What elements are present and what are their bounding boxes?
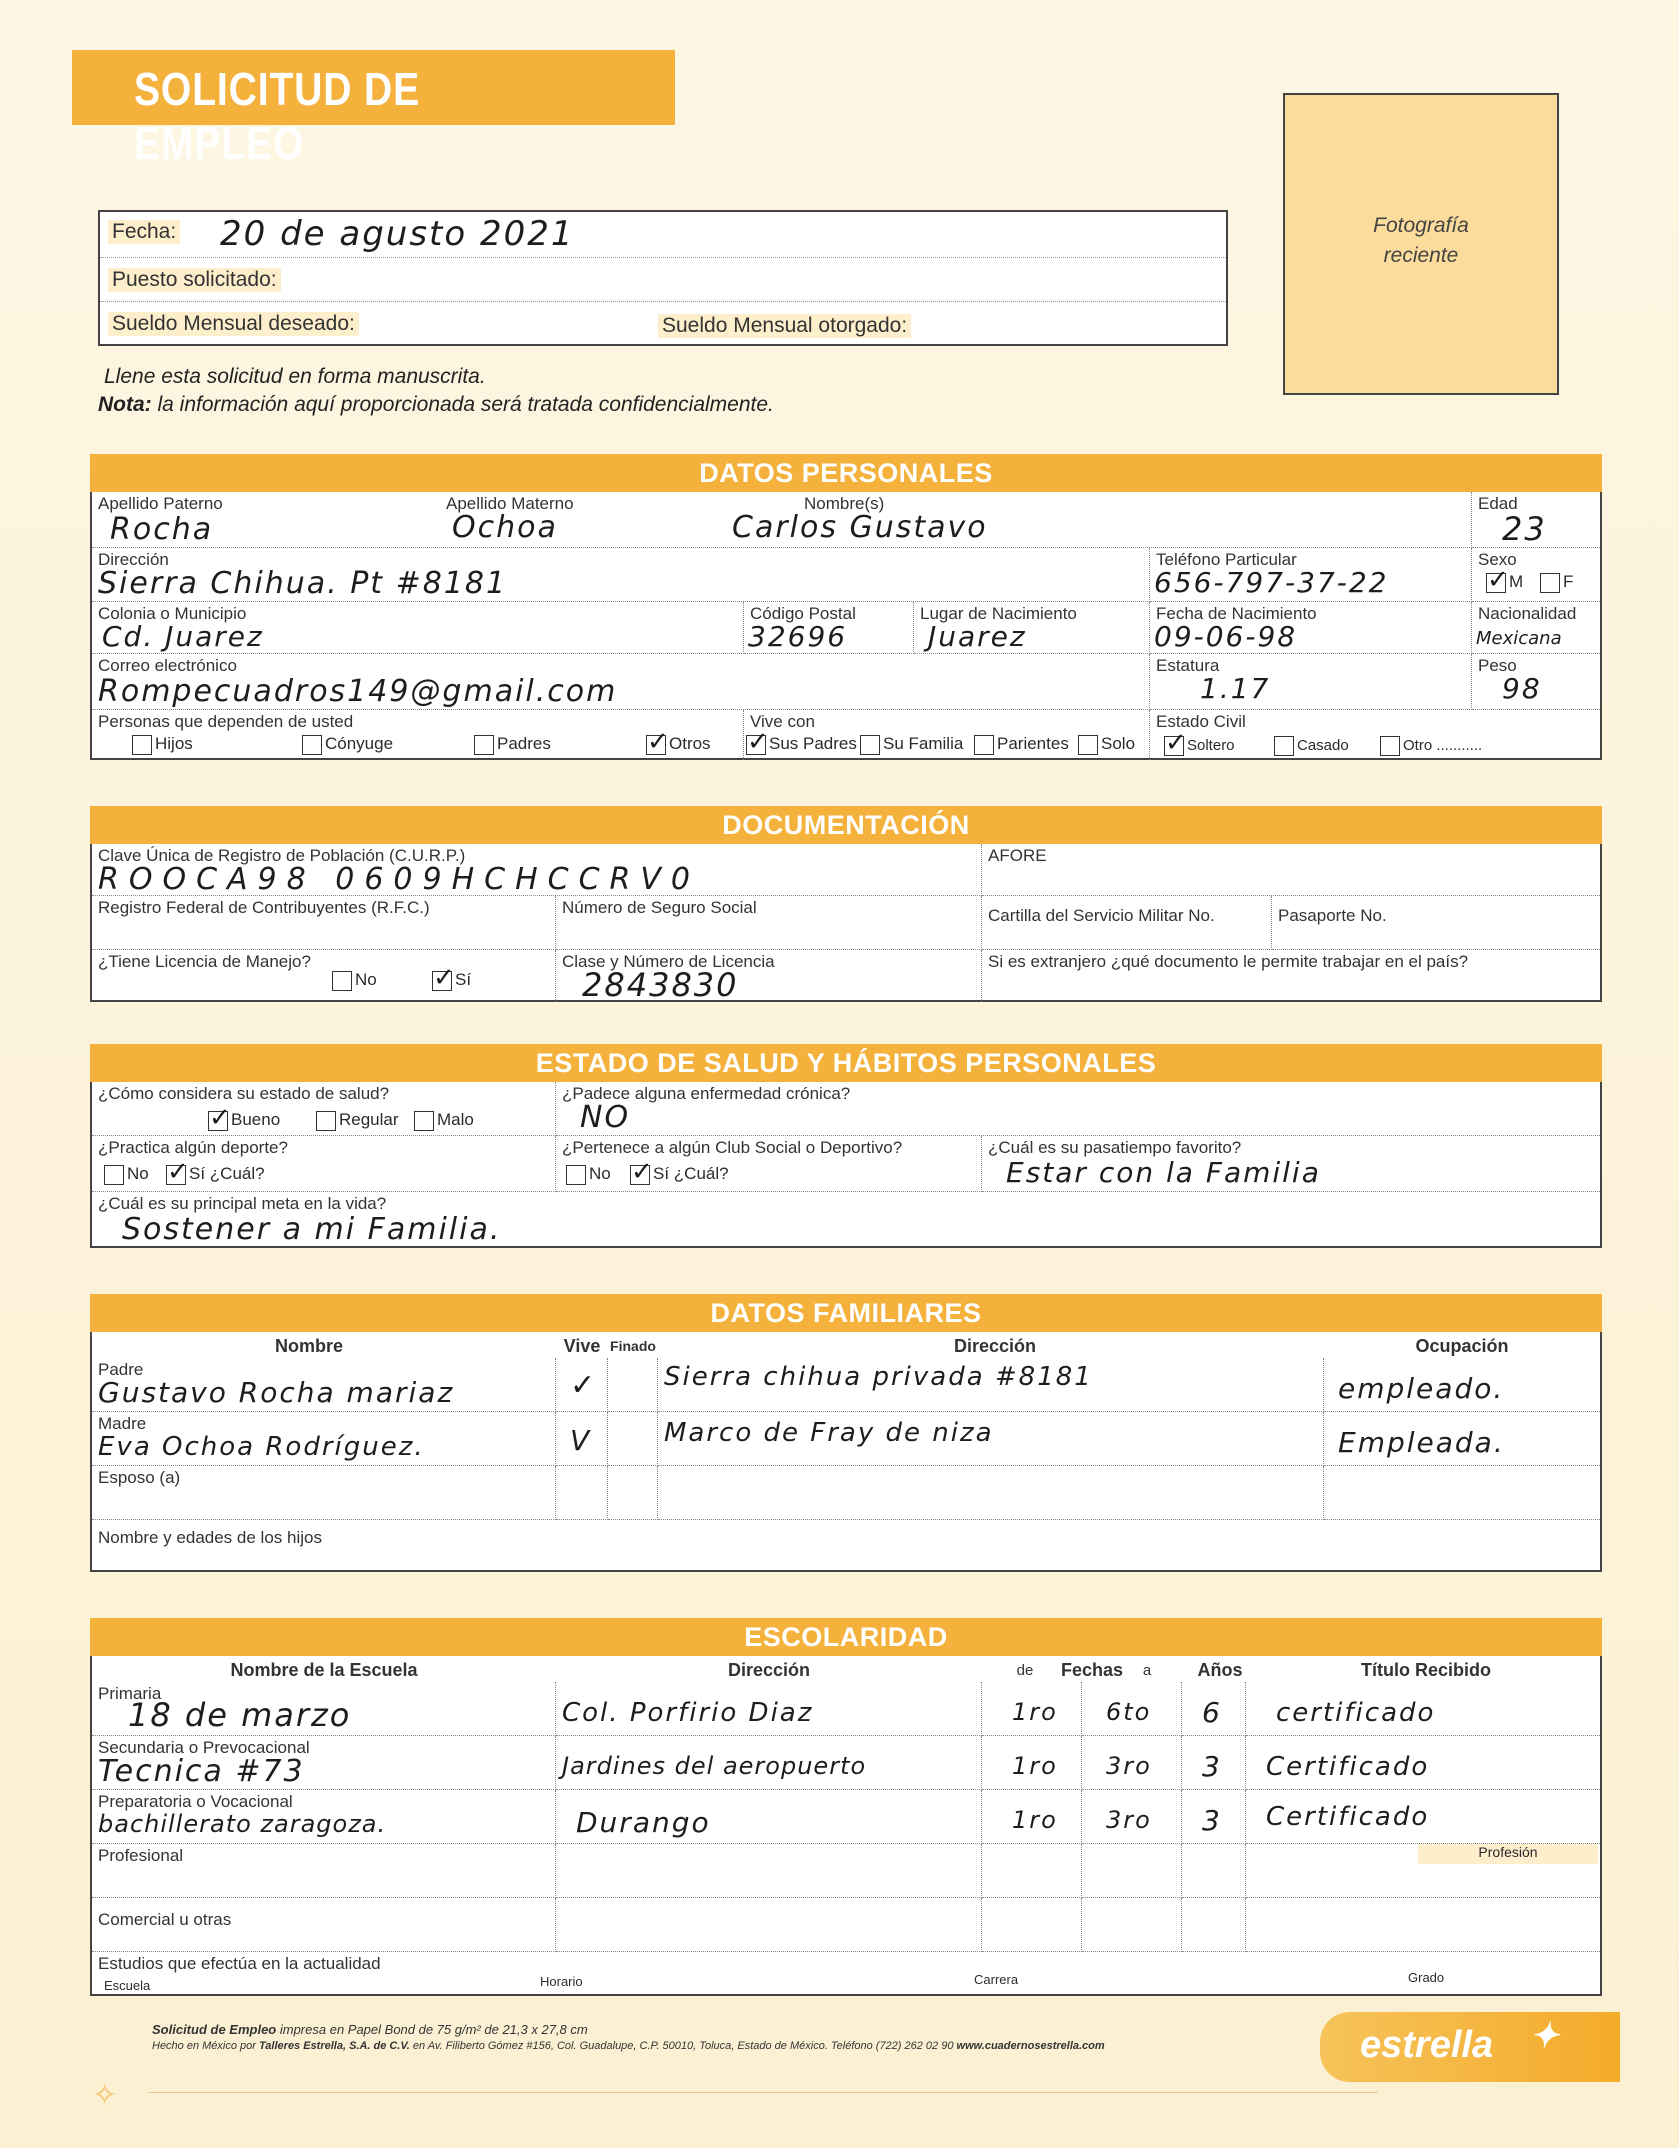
- photo-label-2: reciente: [1383, 244, 1459, 267]
- civil-otro-text: Otro ...........: [1403, 736, 1483, 754]
- pasatiempo-label: ¿Cuál es su pasatiempo favorito?: [988, 1138, 1242, 1157]
- club-cell: [556, 1136, 982, 1192]
- afore-label: AFORE: [988, 846, 1047, 865]
- esc-col-anios: Años: [1197, 1660, 1243, 1680]
- esc-anios-secundaria[interactable]: 3: [1202, 1750, 1222, 1783]
- edad-value[interactable]: 23: [1502, 510, 1547, 548]
- fam-dir-madre-cell: [658, 1412, 1324, 1466]
- esc-comercial-dir-cell[interactable]: [556, 1898, 982, 1952]
- pasatiempo-value[interactable]: Estar con la Familia: [1006, 1156, 1321, 1189]
- fam-col-nombre: Nombre: [274, 1336, 343, 1356]
- nombres-label: Nombre(s): [804, 494, 885, 513]
- section-datos-personales: [90, 458, 1602, 760]
- dependientes-cell: [92, 710, 744, 760]
- correo-cell: [92, 654, 1150, 710]
- deporte-no-option[interactable]: [104, 1164, 149, 1185]
- cronica-label: ¿Padece alguna enfermedad crónica?: [562, 1084, 851, 1103]
- civil-casado-option[interactable]: [1274, 736, 1349, 756]
- esc-secundaria-dir-cell: [556, 1736, 982, 1790]
- esc-de-secundaria[interactable]: 1ro: [1012, 1752, 1058, 1780]
- esc-col-titulo: Título Recibido: [1361, 1660, 1491, 1680]
- esc-titulo-preparatoria[interactable]: Certificado: [1266, 1802, 1430, 1832]
- documentacion-heading: DOCUMENTACIÓN: [90, 806, 1602, 844]
- esc-profesional-escuela-cell[interactable]: [92, 1844, 556, 1898]
- fam-ocup-padre-cell: [1324, 1358, 1600, 1412]
- vive-padres-text: Sus Padres: [769, 734, 857, 753]
- colonia-cell: [92, 602, 744, 654]
- datos-personales-heading: DATOS PERSONALES: [90, 454, 1602, 492]
- licencia-si-text: Sí: [455, 970, 472, 989]
- nota-bold: Nota:: [98, 393, 152, 416]
- vive-familia-option[interactable]: [860, 734, 963, 755]
- escuela-label: Escuela: [104, 1978, 151, 1993]
- club-si-option[interactable]: [630, 1164, 729, 1185]
- civil-casado-text: Casado: [1297, 736, 1349, 754]
- profesion-label: Profesión: [1418, 1844, 1598, 1864]
- sexo-f-checkbox[interactable]: [1540, 573, 1560, 593]
- nombres-value[interactable]: Carlos Gustavo: [732, 510, 988, 545]
- vive-con-cell: [744, 710, 1150, 760]
- dep-padres-option[interactable]: [474, 734, 551, 755]
- vive-con-label: Vive con: [750, 712, 815, 731]
- sexo-cell: [1472, 548, 1600, 602]
- esc-primaria-escuela-cell: [92, 1682, 556, 1736]
- vive-padres-option[interactable]: [746, 734, 857, 755]
- cartilla-label: Cartilla del Servicio Militar No.: [988, 906, 1215, 925]
- esc-comercial-a-cell[interactable]: [1082, 1898, 1182, 1952]
- form-title: SOLICITUD DE EMPLEO: [134, 63, 421, 169]
- club-label: ¿Pertenece a algún Club Social o Deportivo?: [562, 1138, 903, 1157]
- deporte-no-text: No: [127, 1164, 149, 1183]
- apellido-materno-value[interactable]: Ochoa: [452, 510, 558, 545]
- meta-cell: [92, 1192, 1600, 1248]
- fam-ocup-madre[interactable]: Empleada.: [1338, 1426, 1505, 1459]
- salud-malo-text: Malo: [437, 1110, 474, 1129]
- star-icon: ✦: [1530, 2017, 1559, 2055]
- estatura-label: Estatura: [1156, 656, 1220, 675]
- licencia-label: ¿Tiene Licencia de Manejo?: [98, 952, 311, 971]
- puesto-row: [100, 258, 1226, 302]
- fam-dir-padre-cell: [658, 1358, 1324, 1412]
- section-escolaridad: [90, 1622, 1602, 1996]
- dep-hijos-text: Hijos: [155, 734, 193, 753]
- pasatiempo-cell: [982, 1136, 1600, 1192]
- esc-profesional-de-cell[interactable]: [982, 1844, 1082, 1898]
- esc-nivel-secundaria: Secundaria o Prevocacional: [98, 1738, 310, 1757]
- esc-de-primaria[interactable]: 1ro: [1012, 1698, 1058, 1726]
- esc-comercial-de-cell[interactable]: [982, 1898, 1082, 1952]
- esc-secundaria-anios-cell: [1182, 1736, 1246, 1790]
- estado-salud-cell: [92, 1082, 556, 1136]
- telefono-cell: [1150, 548, 1472, 602]
- civil-soltero-text: Soltero: [1187, 736, 1235, 754]
- esc-comercial-anios-cell[interactable]: [1182, 1898, 1246, 1952]
- civil-casado-checkbox[interactable]: [1274, 736, 1294, 756]
- club-si-text: Sí ¿Cuál?: [653, 1164, 729, 1183]
- photo-box[interactable]: [1283, 93, 1559, 395]
- fecha-nac-cell: [1150, 602, 1472, 654]
- familiares-heading: DATOS FAMILIARES: [90, 1294, 1602, 1332]
- sexo-m-option[interactable]: [1486, 572, 1523, 593]
- peso-cell: [1472, 654, 1600, 710]
- nombre-row: [92, 492, 1472, 548]
- afore-cell: [982, 844, 1600, 896]
- esc-primaria-anios-cell: [1182, 1682, 1246, 1736]
- deporte-si-checkbox[interactable]: [166, 1165, 186, 1185]
- direccion-value[interactable]: Sierra Chihua. Pt #8181: [98, 566, 508, 601]
- fam-vive-madre-cell: [556, 1412, 608, 1466]
- peso-value[interactable]: 98: [1502, 672, 1542, 705]
- dep-conyuge-option[interactable]: [302, 734, 393, 755]
- esc-secundaria-a-cell: [1082, 1736, 1182, 1790]
- esc-primaria-a-cell: [1082, 1682, 1182, 1736]
- carrera-label: Carrera: [974, 1972, 1019, 1987]
- clase-value[interactable]: 2843830: [582, 966, 739, 1004]
- salud-bueno-text: Bueno: [231, 1110, 281, 1129]
- fam-finado-padre-cell[interactable]: [608, 1358, 658, 1412]
- esc-col-escuela: Nombre de la Escuela: [230, 1660, 418, 1680]
- dep-hijos-checkbox[interactable]: [132, 735, 152, 755]
- cp-label: Código Postal: [750, 604, 856, 623]
- pasaporte-label: Pasaporte No.: [1278, 906, 1387, 925]
- vive-parientes-text: Parientes: [997, 734, 1069, 753]
- section-documentacion: [90, 810, 1602, 1004]
- esc-profesional-a-cell[interactable]: [1082, 1844, 1182, 1898]
- sexo-label: Sexo: [1478, 550, 1517, 569]
- footer-line-1: [152, 2022, 588, 2037]
- fam-ocup-madre-cell: [1324, 1412, 1600, 1466]
- curp-cell: [92, 844, 982, 896]
- vive-parientes-option[interactable]: [974, 734, 1069, 755]
- correo-label: Correo electrónico: [98, 656, 237, 675]
- footer-spec: impresa en Papel Bond de 75 g/m² de 21,3 x 27,8 cm: [276, 2022, 588, 2037]
- sexo-m-text: M: [1509, 572, 1524, 591]
- dep-otros-checkbox[interactable]: [646, 735, 666, 755]
- dep-padres-text: Padres: [497, 734, 551, 753]
- salud-malo-checkbox[interactable]: [414, 1111, 434, 1131]
- nota-line: [98, 393, 774, 417]
- dep-hijos-option[interactable]: [132, 734, 193, 755]
- footer-product: Solicitud de Empleo: [152, 2022, 277, 2037]
- photo-label-1: Fotografía: [1373, 214, 1469, 237]
- licencia-no-option[interactable]: [332, 970, 377, 991]
- fam-finado-madre-cell[interactable]: [608, 1412, 658, 1466]
- esc-nivel-profesional: Profesional: [98, 1846, 184, 1865]
- club-no-text: No: [589, 1164, 611, 1183]
- vive-familia-checkbox[interactable]: [860, 735, 880, 755]
- salud-bueno-option[interactable]: [208, 1110, 280, 1131]
- civil-soltero-checkbox[interactable]: [1164, 736, 1184, 756]
- fecha-nac-value[interactable]: 09-06-98: [1154, 620, 1298, 653]
- esc-preparatoria-anios-cell: [1182, 1790, 1246, 1844]
- sueldo-deseado-label: Sueldo Mensual deseado:: [108, 312, 359, 336]
- fam-rel-esposo: Esposo (a): [98, 1468, 181, 1487]
- salud-bueno-checkbox[interactable]: [208, 1111, 228, 1131]
- edad-label: Edad: [1478, 494, 1518, 513]
- footer-url[interactable]: www.cuadernosestrella.com: [956, 2040, 1105, 2052]
- fecha-nac-label: Fecha de Nacimiento: [1156, 604, 1317, 623]
- horario-label: Horario: [540, 1974, 583, 1989]
- esc-preparatoria-de-cell: [982, 1790, 1082, 1844]
- section-familiares: [90, 1298, 1602, 1572]
- sexo-f-text: F: [1563, 572, 1574, 591]
- nota-text: la información aquí proporcionada será tratada confidencialmente.: [151, 393, 774, 416]
- licencia-cell: [92, 950, 556, 1002]
- salud-regular-text: Regular: [339, 1110, 399, 1129]
- rfc-label: Registro Federal de Contribuyentes (R.F.C.): [98, 898, 430, 917]
- puesto-label: Puesto solicitado:: [108, 268, 281, 292]
- fam-finado-esposo-cell[interactable]: [608, 1466, 658, 1520]
- star-ornament-icon: ✧: [92, 2079, 118, 2112]
- fam-rel-padre: Padre: [98, 1360, 144, 1379]
- header-box: [98, 210, 1228, 346]
- vive-parientes-checkbox[interactable]: [974, 735, 994, 755]
- esc-preparatoria-dir-cell: [556, 1790, 982, 1844]
- licencia-no-checkbox[interactable]: [332, 971, 352, 991]
- esc-secundaria-de-cell: [982, 1736, 1082, 1790]
- lugar-nac-cell: [914, 602, 1150, 654]
- vive-solo-checkbox[interactable]: [1078, 735, 1098, 755]
- esc-profesional-dir-cell[interactable]: [556, 1844, 982, 1898]
- fam-dir-madre[interactable]: Marco de Fray de niza: [664, 1418, 994, 1448]
- civil-otro-checkbox[interactable]: [1380, 736, 1400, 756]
- esc-col-direccion: Dirección: [727, 1660, 811, 1680]
- club-no-option[interactable]: [566, 1164, 611, 1185]
- esc-col-fechas: Fechas: [1060, 1660, 1124, 1680]
- dependientes-label: Personas que dependen de usted: [98, 712, 354, 731]
- pasaporte-cell: [1272, 896, 1600, 950]
- esc-a-secundaria[interactable]: 3ro: [1106, 1752, 1152, 1780]
- dep-otros-option[interactable]: [646, 734, 711, 755]
- title-banner: [72, 50, 675, 169]
- fam-vive-padre[interactable]: ✓: [570, 1368, 598, 1403]
- fam-vive-madre[interactable]: V: [570, 1424, 592, 1457]
- licencia-si-checkbox[interactable]: [432, 971, 452, 991]
- fam-dir-esposo-cell[interactable]: [658, 1466, 1324, 1520]
- esc-de-preparatoria[interactable]: 1ro: [1012, 1806, 1058, 1834]
- fam-row-padre-nombre: [92, 1358, 556, 1412]
- fam-row-esposo-nombre: [92, 1466, 556, 1520]
- esc-nivel-primaria: Primaria: [98, 1684, 162, 1703]
- estado-salud-label: ¿Cómo considera su estado de salud?: [98, 1084, 390, 1103]
- esc-a-preparatoria[interactable]: 3ro: [1106, 1806, 1152, 1834]
- vive-familia-text: Su Familia: [883, 734, 964, 753]
- fam-col-ocupacion: Ocupación: [1415, 1336, 1509, 1356]
- deporte-cell: [92, 1136, 556, 1192]
- apellido-paterno-label: Apellido Paterno: [98, 494, 223, 513]
- extranjero-cell: [982, 950, 1600, 1002]
- dep-otros-text: Otros: [669, 734, 711, 753]
- fam-dir-padre[interactable]: Sierra chihua privada #8181: [664, 1362, 1093, 1392]
- meta-value[interactable]: Sostener a mi Familia.: [122, 1212, 502, 1247]
- esc-titulo-secundaria[interactable]: Certificado: [1266, 1752, 1430, 1782]
- deporte-no-checkbox[interactable]: [104, 1165, 124, 1185]
- dep-conyuge-text: Cónyuge: [325, 734, 394, 753]
- fam-nombre-madre[interactable]: Eva Ochoa Rodríguez.: [98, 1432, 425, 1462]
- esc-preparatoria-titulo-cell: [1246, 1790, 1600, 1844]
- esc-secundaria-escuela-cell: [92, 1736, 556, 1790]
- sueldo-row: [100, 302, 1226, 346]
- direccion-cell: [92, 548, 1150, 602]
- estudios-actuales-label: Estudios que efectúa en la actualidad: [98, 1954, 381, 1973]
- clase-cell: [556, 950, 982, 1002]
- esc-nivel-preparatoria: Preparatoria o Vocacional: [98, 1792, 293, 1811]
- section-salud: [90, 1048, 1602, 1248]
- cronica-value[interactable]: NO: [580, 1100, 631, 1135]
- brand-text: estrella: [1360, 2024, 1494, 2066]
- esc-col-a: a: [1142, 1662, 1152, 1679]
- cartilla-cell: [982, 896, 1272, 950]
- deporte-label: ¿Practica algún deporte?: [98, 1138, 288, 1157]
- esc-a-primaria[interactable]: 6to: [1106, 1698, 1152, 1726]
- hijos-cell[interactable]: [92, 1520, 1600, 1572]
- estrella-logo: [1320, 2012, 1620, 2082]
- esc-profesional-titulo-cell[interactable]: [1246, 1844, 1600, 1898]
- salud-heading: ESTADO DE SALUD Y HÁBITOS PERSONALES: [90, 1044, 1602, 1082]
- vive-solo-text: Solo: [1101, 734, 1136, 753]
- footer-divider: [148, 2092, 1378, 2093]
- vive-solo-option[interactable]: [1078, 734, 1135, 755]
- telefono-label: Teléfono Particular: [1156, 550, 1297, 569]
- civil-soltero-option[interactable]: [1164, 736, 1235, 756]
- fam-row-madre-nombre: [92, 1412, 556, 1466]
- salud-regular-option[interactable]: [316, 1110, 399, 1131]
- club-si-checkbox[interactable]: [630, 1165, 650, 1185]
- telefono-value[interactable]: 656-797-37-22: [1154, 566, 1389, 599]
- sexo-f-option[interactable]: [1540, 572, 1573, 593]
- deporte-si-option[interactable]: [166, 1164, 265, 1185]
- nacionalidad-label: Nacionalidad: [1478, 604, 1577, 623]
- esc-anios-preparatoria[interactable]: 3: [1202, 1804, 1222, 1837]
- esc-dir-primaria[interactable]: Col. Porfirio Diaz: [562, 1698, 814, 1728]
- fam-nombre-padre[interactable]: Gustavo Rocha mariaz: [98, 1376, 455, 1409]
- esc-escuela-primaria[interactable]: 18 de marzo: [128, 1696, 352, 1734]
- esc-primaria-de-cell: [982, 1682, 1082, 1736]
- curp-label: Clave Única de Registro de Población (C.U.R.P.): [98, 846, 466, 865]
- licencia-si-option[interactable]: [432, 970, 471, 991]
- footer-address: en Av. Filiberto Gómez #156, Col. Guadalupe, C.P. 50010, Toluca, Estado de México. Teléfono (722) 262 02 90: [409, 2040, 957, 2052]
- correo-value[interactable]: Rompecuadros149@gmail.com: [98, 674, 618, 709]
- meta-label: ¿Cuál es su principal meta en la vida?: [98, 1194, 387, 1213]
- fam-rel-madre: Madre: [98, 1414, 147, 1433]
- salud-regular-checkbox[interactable]: [316, 1111, 336, 1131]
- nacionalidad-cell: [1472, 602, 1600, 654]
- esc-primaria-titulo-cell: [1246, 1682, 1600, 1736]
- rfc-cell: [92, 896, 556, 950]
- nacionalidad-value[interactable]: Mexicana: [1476, 628, 1562, 649]
- lugar-nac-label: Lugar de Nacimiento: [920, 604, 1077, 623]
- sueldo-otorgado-label: Sueldo Mensual otorgado:: [658, 314, 911, 338]
- colonia-label: Colonia o Municipio: [98, 604, 247, 623]
- edad-cell: [1472, 492, 1600, 548]
- estado-civil-label: Estado Civil: [1156, 712, 1246, 731]
- civil-otro-option[interactable]: [1380, 736, 1482, 756]
- curp-value[interactable]: ROOCA98 0609HCHCCRV0: [98, 862, 701, 897]
- footer-line-2: [152, 2040, 1105, 2052]
- apellido-paterno-value[interactable]: Rocha: [110, 512, 214, 547]
- hijos-label: Nombre y edades de los hijos: [98, 1528, 322, 1547]
- deporte-si-text: Sí ¿Cuál?: [189, 1164, 265, 1183]
- cp-cell: [744, 602, 914, 654]
- estudios-actuales-cell[interactable]: [92, 1952, 1600, 1996]
- sexo-m-checkbox[interactable]: [1486, 573, 1506, 593]
- grado-label: Grado: [1408, 1970, 1445, 1985]
- esc-escuela-preparatoria[interactable]: bachillerato zaragoza.: [98, 1810, 387, 1838]
- fecha-value[interactable]: 20 de agusto 2021: [220, 214, 575, 254]
- estado-civil-cell: [1150, 710, 1600, 760]
- esc-anios-primaria[interactable]: 6: [1202, 1696, 1222, 1729]
- direccion-label: Dirección: [98, 550, 169, 569]
- esc-comercial-escuela-cell[interactable]: [92, 1898, 556, 1952]
- esc-col-de: de: [1016, 1662, 1034, 1679]
- escolaridad-heading: ESCOLARIDAD: [90, 1618, 1602, 1656]
- licencia-no-text: No: [355, 970, 377, 989]
- vive-padres-checkbox[interactable]: [746, 735, 766, 755]
- fam-col-vive: Vive: [563, 1336, 601, 1356]
- esc-preparatoria-escuela-cell: [92, 1790, 556, 1844]
- dep-conyuge-checkbox[interactable]: [302, 735, 322, 755]
- esc-dir-preparatoria[interactable]: Durango: [576, 1806, 711, 1839]
- fam-col-direccion: Dirección: [953, 1336, 1037, 1356]
- esc-dir-secundaria[interactable]: Jardines del aeropuerto: [562, 1752, 867, 1780]
- nss-label: Número de Seguro Social: [562, 898, 757, 917]
- esc-titulo-primaria[interactable]: certificado: [1276, 1698, 1436, 1728]
- fam-vive-esposo-cell[interactable]: [556, 1466, 608, 1520]
- fam-vive-padre-cell: [556, 1358, 608, 1412]
- peso-label: Peso: [1478, 656, 1517, 675]
- club-no-checkbox[interactable]: [566, 1165, 586, 1185]
- cp-value[interactable]: 32696: [748, 620, 848, 653]
- esc-nivel-comercial: Comercial u otras: [98, 1910, 232, 1929]
- estatura-cell: [1150, 654, 1472, 710]
- esc-preparatoria-a-cell: [1082, 1790, 1182, 1844]
- esc-escuela-secundaria[interactable]: Tecnica #73: [98, 1754, 305, 1789]
- fecha-row: [100, 212, 1226, 258]
- footer-made: Hecho en México por: [152, 2040, 259, 2052]
- fam-ocup-esposo-cell[interactable]: [1324, 1466, 1600, 1520]
- salud-malo-option[interactable]: [414, 1110, 474, 1131]
- clase-label: Clase y Número de Licencia: [562, 952, 775, 971]
- apellido-materno-label: Apellido Materno: [446, 494, 574, 513]
- dep-padres-checkbox[interactable]: [474, 735, 494, 755]
- colonia-value[interactable]: Cd. Juarez: [102, 620, 264, 653]
- extranjero-label: Si es extranjero ¿qué documento le permite trabajar en el país?: [988, 952, 1469, 971]
- estatura-value[interactable]: 1.17: [1200, 672, 1271, 705]
- cronica-cell: [556, 1082, 1600, 1136]
- esc-primaria-dir-cell: [556, 1682, 982, 1736]
- footer-company: Talleres Estrella, S.A. de C.V.: [259, 2040, 410, 2052]
- fam-ocup-padre[interactable]: empleado.: [1338, 1372, 1505, 1405]
- esc-profesional-anios-cell[interactable]: [1182, 1844, 1246, 1898]
- esc-secundaria-titulo-cell: [1246, 1736, 1600, 1790]
- esc-comercial-titulo-cell[interactable]: [1246, 1898, 1600, 1952]
- instructions-line: Llene esta solicitud en forma manuscrita.: [104, 365, 486, 388]
- fam-col-finado: Finado: [610, 1338, 656, 1354]
- lugar-nac-value[interactable]: Juarez: [928, 620, 1027, 653]
- nss-cell: [556, 896, 982, 950]
- fecha-label: Fecha:: [108, 220, 180, 244]
